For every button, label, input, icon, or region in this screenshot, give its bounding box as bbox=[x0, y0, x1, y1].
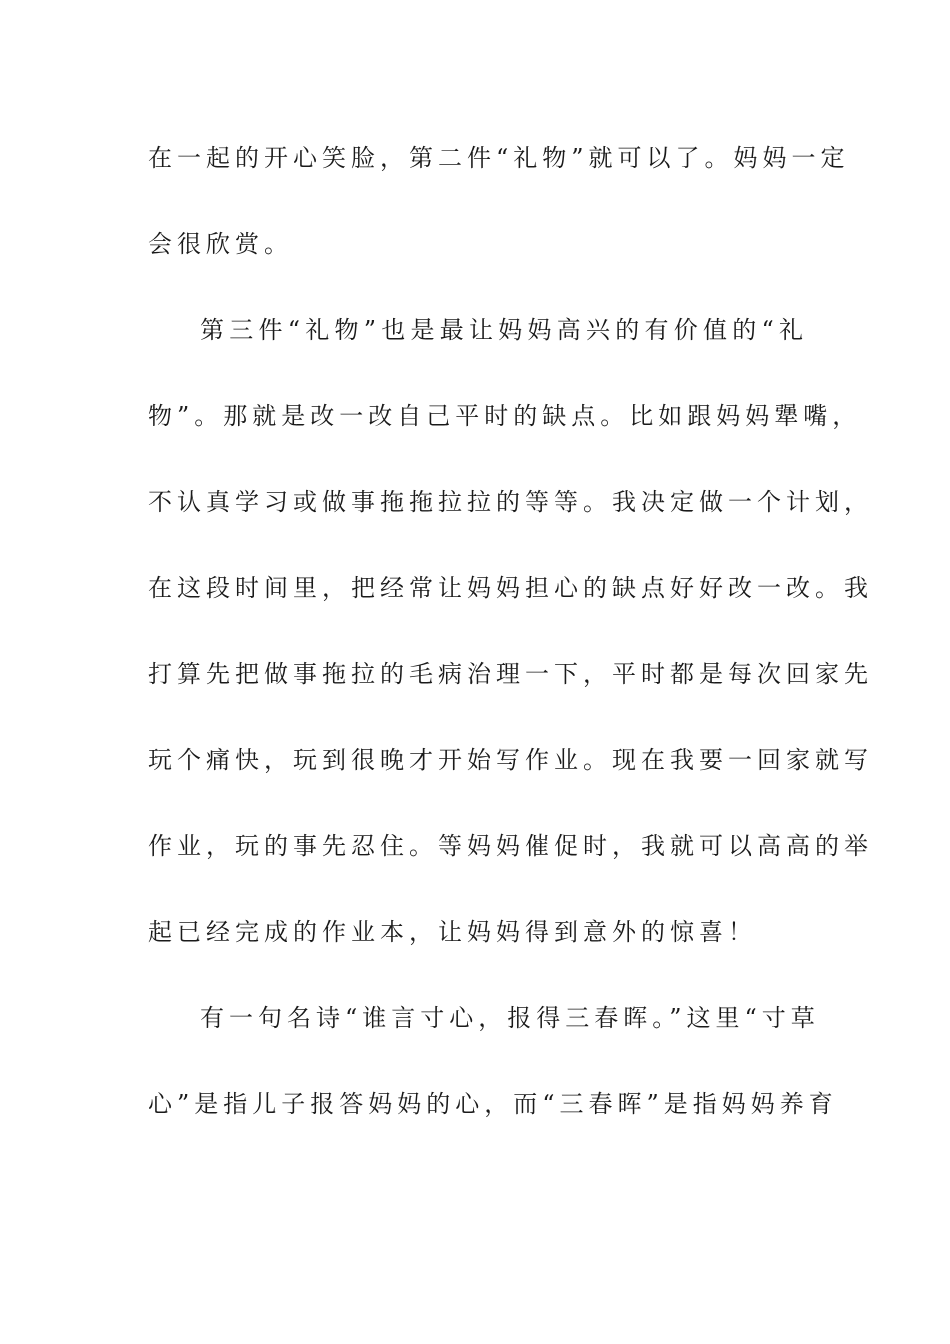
paragraph-start-line: 有一句名诗“谁言寸心，报得三春晖。”这里“寸草 bbox=[200, 1004, 820, 1032]
paragraph-start-line: 第三件“礼物”也是最让妈妈高兴的有价值的“礼 bbox=[200, 316, 808, 344]
text-line: 物”。那就是改一改自己平时的缺点。比如跟妈妈犟嘴， bbox=[148, 402, 862, 430]
text-line: 在一起的开心笑脸，第二件“礼物”就可以了。妈妈一定 bbox=[148, 144, 850, 172]
text-line: 心”是指儿子报答妈妈的心，而“三春晖”是指妈妈养育 bbox=[148, 1090, 838, 1118]
text-line: 打算先把做事拖拉的毛病治理一下，平时都是每次回家先 bbox=[148, 660, 873, 688]
text-line: 在这段时间里，把经常让妈妈担心的缺点好好改一改。我 bbox=[148, 574, 873, 602]
text-line: 起已经完成的作业本，让妈妈得到意外的惊喜！ bbox=[148, 918, 757, 946]
text-line: 作业，玩的事先忍住。等妈妈催促时，我就可以高高的举 bbox=[148, 832, 873, 860]
text-line: 不认真学习或做事拖拖拉拉的等等。我决定做一个计划， bbox=[148, 488, 873, 516]
text-line: 玩个痛快，玩到很晚才开始写作业。现在我要一回家就写 bbox=[148, 746, 873, 774]
text-line: 会很欣赏。 bbox=[148, 230, 293, 258]
